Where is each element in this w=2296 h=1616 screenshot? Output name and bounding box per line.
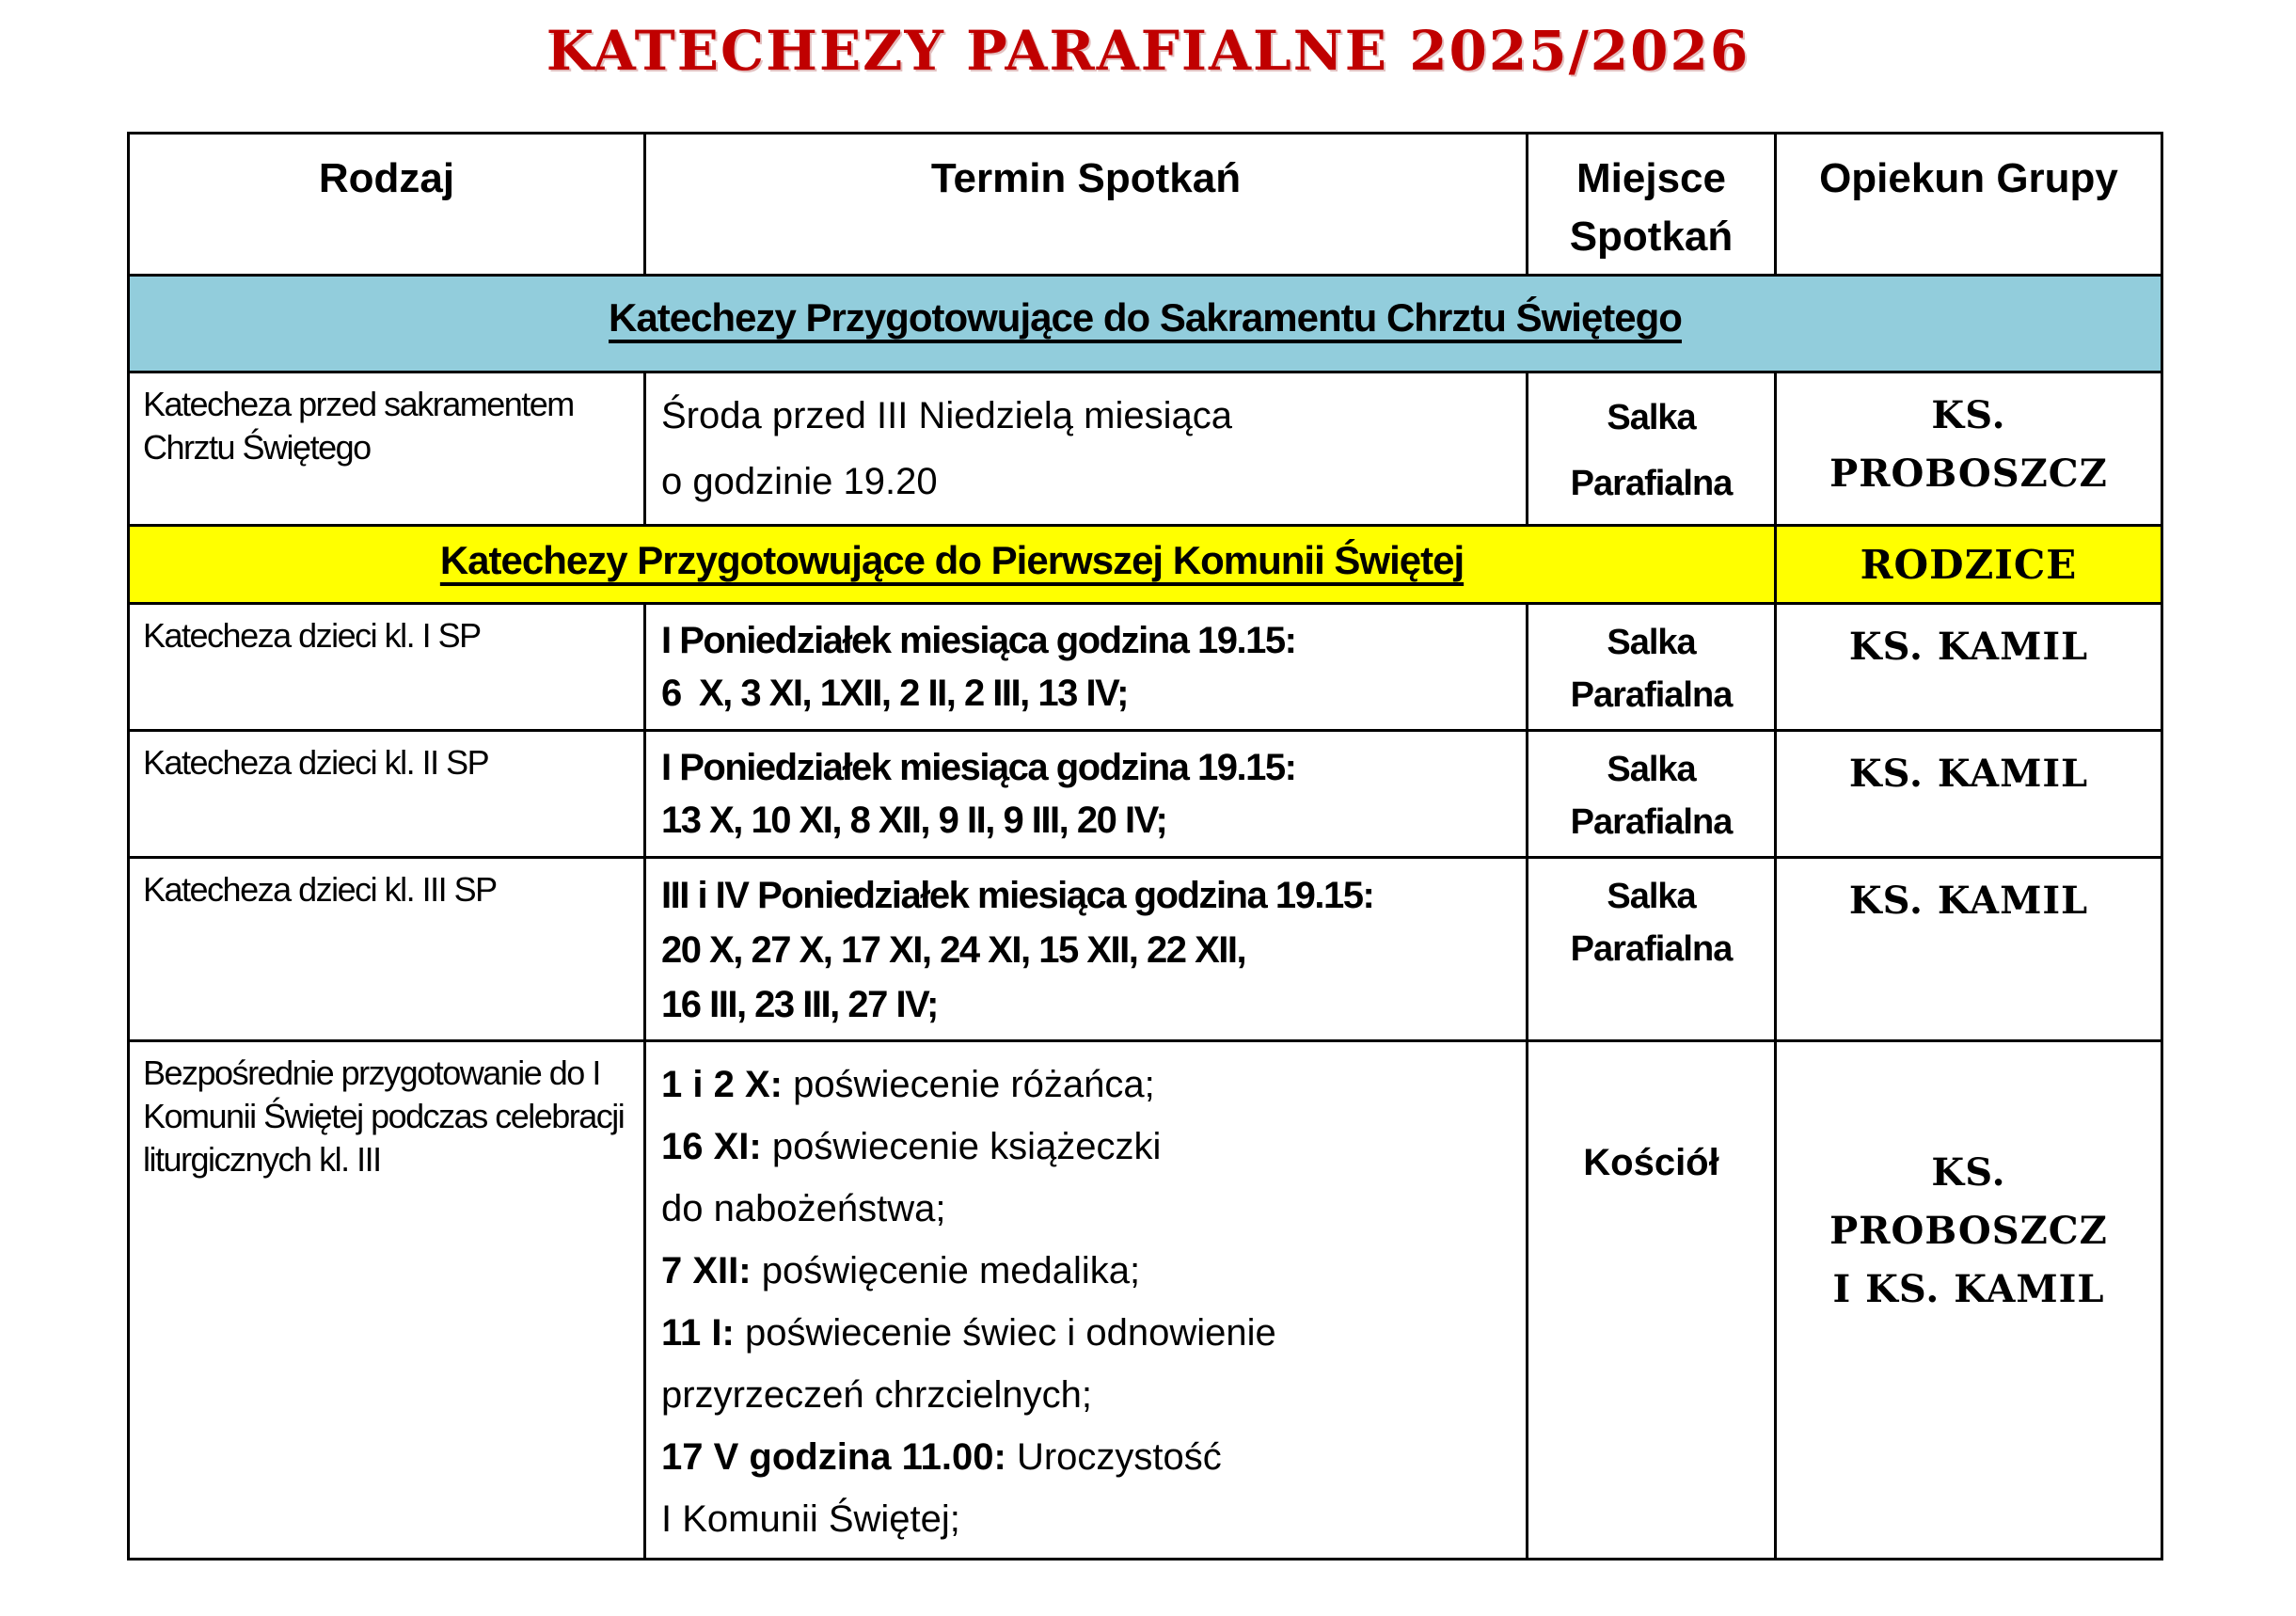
table-row-sp2 xyxy=(129,731,2162,858)
sp3-termin-line3: 16 III, 23 III, 27 IV; xyxy=(661,984,938,1025)
komunia-termin-line7: 17 V godzina 11.00: Uroczystość xyxy=(661,1436,1222,1478)
komunia-termin-line2: 16 XI: poświecenie książeczki xyxy=(661,1126,1162,1167)
chrzest-miejsce: Salka Parafialna xyxy=(1528,372,1776,526)
sp2-opiekun: KS. KAMIL xyxy=(1776,731,2162,858)
section-chrzest-title: Katechezy Przygotowujące do Sakramentu Chrztu Świętego xyxy=(609,295,1682,340)
sp3-termin-line1: III i IV Poniedziałek miesiąca godzina 19.15: xyxy=(661,875,1374,916)
komunia-termin-line4: 7 XII: poświęcenie medalika; xyxy=(661,1250,1141,1291)
sp1-rodzaj: Katecheza dzieci kl. I SP xyxy=(129,604,645,731)
table-row-sp3 xyxy=(129,858,2162,1041)
header-cell-miejsce: Miejsce Spotkań xyxy=(1528,134,1776,276)
sp2-termin-line1: I Poniedziałek miesiąca godzina 19.15: xyxy=(661,747,1296,788)
komunia-opiekun-line2: I KS. KAMIL xyxy=(1832,1267,2105,1311)
sp2-termin xyxy=(645,731,1528,858)
sp2-rodzaj: Katecheza dzieci kl. II SP xyxy=(129,731,645,858)
komunia-termin-line1: 1 i 2 X: poświecenie różańca; xyxy=(661,1064,1155,1105)
sp2-termin-line2: 13 X, 10 XI, 8 XII, 9 II, 9 III, 20 IV; xyxy=(661,800,1167,841)
sp1-termin-line2: 6 X, 3 XI, 1XII, 2 II, 2 III, 13 IV; xyxy=(661,673,1128,714)
table-row-chrzest xyxy=(129,372,2162,526)
chrzest-termin-line2: o godzinie 19.20 xyxy=(661,461,938,502)
sp3-miejsce: Salka Parafialna xyxy=(1528,858,1776,1041)
sp3-opiekun: KS. KAMIL xyxy=(1776,858,2162,1041)
chrzest-termin-line1: Środa przed III Niedzielą miesiąca xyxy=(661,395,1232,436)
komunia-termin-line3: do nabożeństwa; xyxy=(661,1188,946,1229)
document-title: KATECHEZY PARAFIALNE 2025/2026 xyxy=(546,19,1750,83)
komunia-miejsce: Kościół xyxy=(1528,1041,1776,1560)
chrzest-rodzaj: Katecheza przed sakramentem Chrztu Świętego xyxy=(129,372,645,526)
sp1-termin-line1: I Poniedziałek miesiąca godzina 19.15: xyxy=(661,620,1296,661)
sp3-termin xyxy=(645,858,1528,1041)
header-cell-rodzaj: Rodzaj xyxy=(129,134,645,276)
komunia-termin-line5: 11 I: poświecenie świec i odnowienie xyxy=(661,1312,1276,1354)
header-cell-opiekun: Opiekun Grupy xyxy=(1776,134,2162,276)
header-row xyxy=(129,134,2162,276)
section-komunia-opiekun: RODZICE xyxy=(1776,526,2162,604)
sp2-miejsce: Salka Parafialna xyxy=(1528,731,1776,858)
komunia-termin xyxy=(645,1041,1528,1560)
table-row-komunia xyxy=(129,1041,2162,1560)
komunia-opiekun xyxy=(1776,1041,2162,1560)
komunia-termin-line6: przyrzeczeń chrzcielnych; xyxy=(661,1374,1092,1416)
table-row-sp1 xyxy=(129,604,2162,731)
section-row-chrzest xyxy=(129,276,2162,372)
chrzest-opiekun: KS. PROBOSZCZ xyxy=(1776,372,2162,526)
sp3-termin-line2: 20 X, 27 X, 17 XI, 24 XI, 15 XII, 22 XII, xyxy=(661,929,1246,971)
section-chrzest-cell xyxy=(129,276,2162,372)
section-row-komunia xyxy=(129,526,2162,604)
sp1-opiekun: KS. KAMIL xyxy=(1776,604,2162,731)
header-cell-termin: Termin Spotkań xyxy=(645,134,1528,276)
komunia-termin-line8: I Komunii Świętej; xyxy=(661,1498,960,1540)
schedule-table xyxy=(127,132,2163,1561)
section-komunia-title: Katechezy Przygotowujące do Pierwszej Komunii Świętej xyxy=(439,538,1465,582)
chrzest-termin xyxy=(645,372,1528,526)
komunia-opiekun-line1: KS. PROBOSZCZ xyxy=(1829,1150,2108,1253)
sp1-termin xyxy=(645,604,1528,731)
sp1-miejsce: Salka Parafialna xyxy=(1528,604,1776,731)
section-komunia-cell xyxy=(129,526,1776,604)
komunia-rodzaj: Bezpośrednie przygotowanie do I Komunii Świętej podczas celebracji liturgicznych kl. III xyxy=(129,1041,645,1560)
sp3-rodzaj: Katecheza dzieci kl. III SP xyxy=(129,858,645,1041)
